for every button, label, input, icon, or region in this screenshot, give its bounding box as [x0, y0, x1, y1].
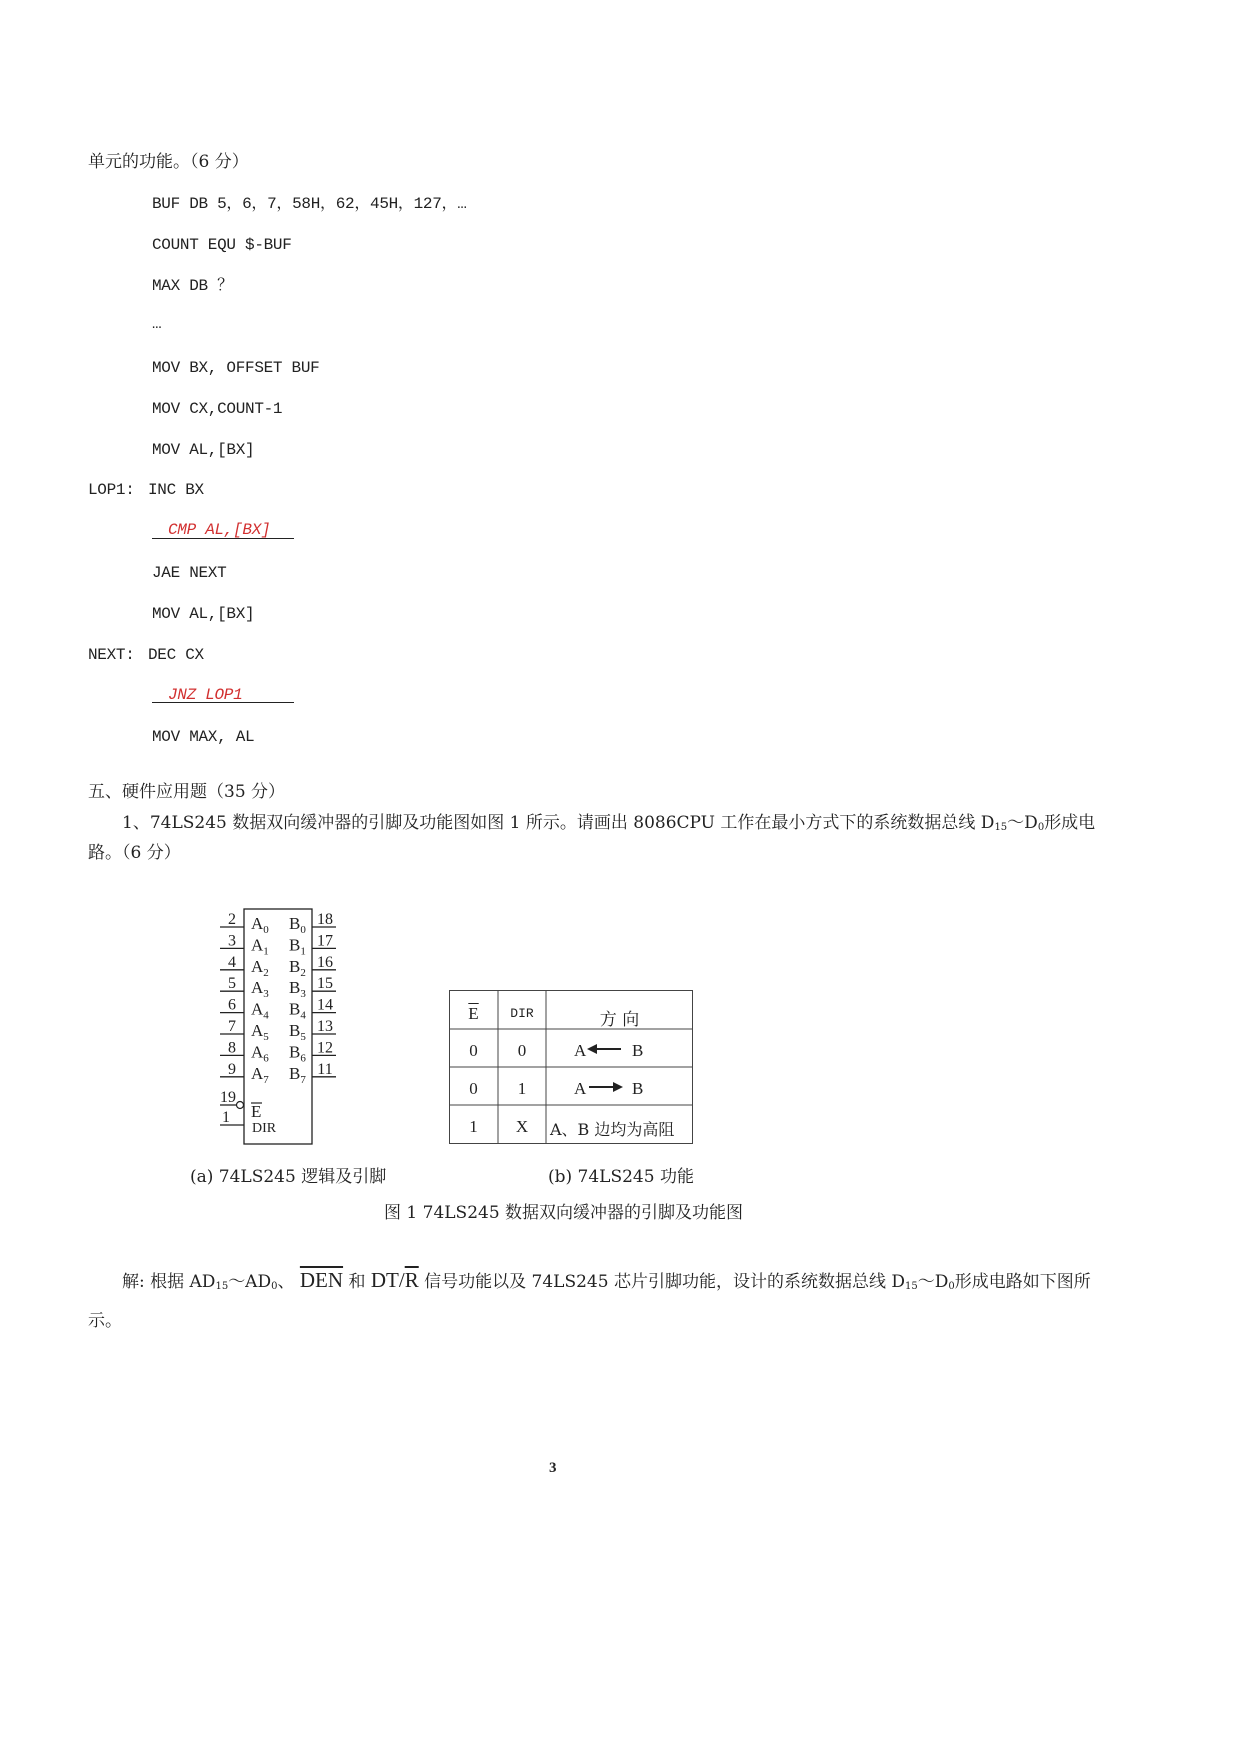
row1-e: 0: [469, 1041, 478, 1060]
pin-number-b1: 17: [317, 932, 333, 950]
pin-number-e: 19: [220, 1089, 236, 1106]
signal-b2: $B_2$: [289, 956, 306, 979]
row3-text: A、B 边均为高阻: [550, 1120, 675, 1139]
pin-number-b5: 13: [317, 1018, 333, 1035]
signal-a2: $A_2$: [251, 956, 269, 979]
pin-number-b4: 14: [317, 996, 333, 1014]
pin-number-b0: 18: [317, 911, 333, 928]
solution-line-2: 示。: [88, 1311, 122, 1331]
signal-a3: $A_3$: [251, 978, 269, 1001]
signal-den: $\overline{DEN}$: [299, 1268, 344, 1292]
pin-number-a3: 5: [228, 975, 236, 993]
solution-text-1: 解: 根据 AD: [122, 1272, 216, 1292]
answer-2: JNZ LOP1: [168, 686, 243, 704]
signal-a0: $A_0$: [251, 914, 269, 936]
pin-number-a0: 2: [228, 911, 236, 928]
signal-b6: $B_6$: [289, 1042, 306, 1065]
question-1-sub-0: 0: [1037, 822, 1045, 833]
pin-number-a1: 3: [228, 932, 236, 950]
signal-b3: $B_3$: [289, 978, 306, 1001]
header-e: $\overline{E}$: [468, 1004, 479, 1023]
pin-number-a7: 9: [228, 1060, 236, 1078]
label-lop1: LOP1:: [88, 481, 135, 499]
pin-number-a6: 8: [228, 1039, 236, 1057]
solution-text-6: ～D: [917, 1272, 949, 1292]
caption-b: (b) 74LS245 功能: [548, 1167, 694, 1187]
code-line-dec-cx: DEC CX: [148, 646, 204, 664]
solution-text-3: 、: [277, 1272, 295, 1292]
signal-a7: $A_7$: [251, 1063, 269, 1086]
row1-dir: 0: [517, 1041, 527, 1060]
solution-sub-3: 15: [905, 1281, 918, 1292]
solution-text-2: ～AD: [228, 1272, 272, 1292]
code-line-mov-cx: MOV CX,COUNT-1: [152, 400, 283, 418]
label-next: NEXT:: [88, 646, 135, 664]
inversion-bubble: [237, 1102, 244, 1109]
code-line-max: MAX DB ？: [152, 277, 233, 295]
signal-e: E: [251, 1102, 262, 1121]
arrow-right-head: [613, 1082, 623, 1092]
intro-text: 单元的功能。（6 分）: [88, 152, 249, 172]
code-line-mov-max: MOV MAX, AL: [152, 728, 255, 746]
signal-a6: $A_6$: [251, 1042, 269, 1065]
row2-b: B: [632, 1079, 644, 1098]
arrow-left-head: [587, 1044, 597, 1054]
question-1-text-a: 1、74LS245 数据双向缓冲器的引脚及功能图如图 1 所示。请画出 8086CPU 工作在最小方式下的系统数据总线 D: [122, 813, 995, 833]
header-dir: DIR: [510, 1006, 534, 1021]
solution-sub-4: 0: [948, 1281, 955, 1292]
solution-line-1: [122, 1268, 1091, 1299]
pinout-diagram: [210, 905, 345, 1150]
signal-dir: DIR: [252, 1121, 277, 1136]
question-1-text-b: 形成电: [1044, 813, 1096, 833]
answer-1: CMP AL,[BX]: [168, 521, 271, 539]
page-number: 3: [549, 1460, 557, 1476]
signal-slash: /: [398, 1268, 405, 1292]
row2-a: A: [574, 1079, 587, 1098]
question-1-sub-15: 15: [994, 822, 1008, 833]
solution-text-5: 信号功能以及 74LS245 芯片引脚功能，设计的系统数据总线 D: [424, 1272, 905, 1292]
signal-dt: DT: [370, 1268, 399, 1292]
code-line-jae: JAE NEXT: [152, 564, 227, 582]
code-line-buf: BUF DB 5，6，7，58H，62，45H，127，…: [152, 195, 467, 213]
pin-number-b2: 16: [317, 953, 333, 971]
signal-b4: $B_4$: [289, 999, 306, 1022]
question-1-line-2: 路。（6 分）: [88, 843, 181, 863]
signal-a1: $A_1$: [251, 935, 269, 958]
pin-number-b6: 12: [317, 1039, 333, 1057]
signal-b5: $B_5$: [289, 1021, 306, 1043]
row1-b: B: [632, 1041, 644, 1060]
code-line-mov-al-2: MOV AL,[BX]: [152, 605, 255, 623]
code-line-mov-al: MOV AL,[BX]: [152, 441, 255, 459]
signal-r: $\overline{R}$: [404, 1268, 419, 1292]
pin-number-a4: 6: [228, 996, 236, 1014]
solution-sub-1: 15: [215, 1281, 229, 1292]
signal-a5: $A_5$: [251, 1021, 269, 1043]
header-direction: 方 向: [599, 1010, 640, 1030]
row1-a: A: [574, 1041, 587, 1060]
section-heading: 五、硬件应用题（35 分）: [88, 782, 286, 802]
code-line-inc-bx: INC BX: [148, 481, 204, 499]
question-1-tilde: ～D: [1007, 813, 1038, 833]
pin-number-b3: 15: [317, 975, 333, 993]
figure-caption: 图 1 74LS245 数据双向缓冲器的引脚及功能图: [384, 1203, 744, 1223]
function-table: [449, 990, 693, 1144]
row2-e: 0: [469, 1079, 478, 1098]
solution-text-4: 和: [348, 1272, 366, 1292]
row2-dir: 1: [517, 1079, 527, 1098]
pin-number-b7: 11: [317, 1060, 333, 1078]
pin-number-dir: 1: [222, 1109, 230, 1126]
question-1-line-1: [122, 813, 1095, 838]
row3-dir: X: [515, 1117, 529, 1136]
solution-sub-2: 0: [271, 1281, 278, 1292]
code-line-mov-bx: MOV BX, OFFSET BUF: [152, 359, 320, 377]
solution-text-7: 形成电路如下图所: [954, 1272, 1091, 1292]
row3-e: 1: [469, 1117, 478, 1136]
signal-b7: $B_7$: [289, 1063, 306, 1086]
pin-number-a5: 7: [228, 1018, 236, 1035]
signal-b1: $B_1$: [289, 935, 306, 958]
signal-b0: $B_0$: [289, 914, 306, 936]
signal-a4: $A_4$: [251, 999, 269, 1022]
code-line-ellipsis: …: [152, 315, 162, 333]
caption-a: (a) 74LS245 逻辑及引脚: [190, 1167, 387, 1187]
code-line-count: COUNT EQU $-BUF: [152, 236, 292, 254]
pin-number-a2: 4: [228, 953, 236, 971]
